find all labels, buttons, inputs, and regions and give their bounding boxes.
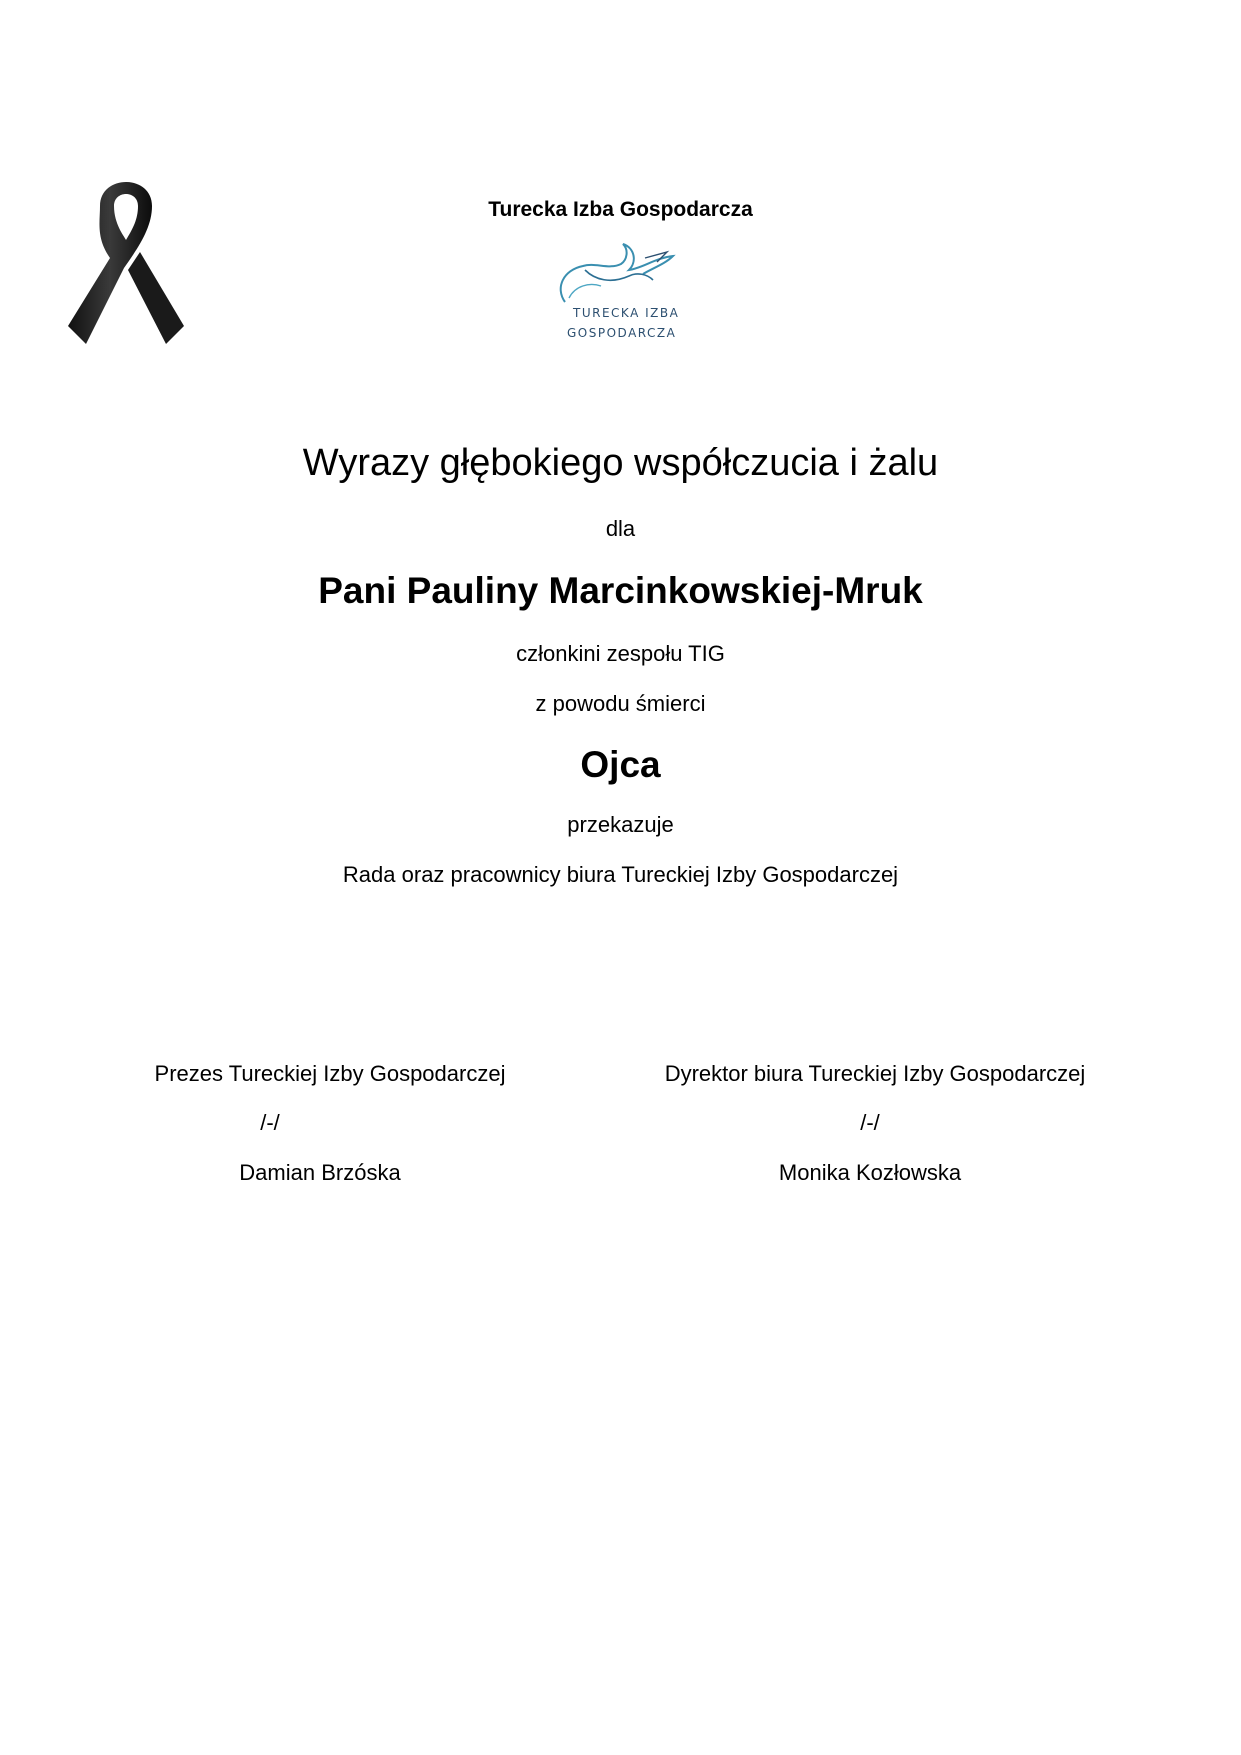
signature-title-director: Dyrektor biura Tureckiej Izby Gospodarczej — [664, 1061, 1086, 1086]
signature-name-president: Damian Brzóska — [239, 1160, 401, 1185]
organization-name: Turecka Izba Gospodarcza — [488, 198, 753, 221]
organization-logo — [545, 240, 695, 348]
reason-text: z powodu śmierci — [535, 691, 706, 716]
recipient-role: członkini zespołu TIG — [516, 641, 725, 666]
signature-name-director: Monika Kozłowska — [778, 1160, 962, 1185]
conveys-text: przekazuje — [567, 812, 674, 837]
for-text: dla — [605, 516, 636, 541]
deceased-relation: Ojca — [580, 744, 661, 785]
mourning-ribbon-icon — [66, 166, 186, 352]
recipient-name: Pani Pauliny Marcinkowskiej-Mruk — [318, 570, 923, 611]
condolence-heading: Wyrazy głębokiego współczucia i żalu — [302, 442, 939, 484]
logo-text-line-1: TURECKA IZBA — [573, 306, 680, 320]
signature-mark-director: /-/ — [860, 1110, 880, 1135]
signature-title-president: Prezes Tureckiej Izby Gospodarczej — [154, 1061, 506, 1086]
logo-text-line-2: GOSPODARCZA — [567, 326, 677, 340]
signature-mark-president: /-/ — [260, 1110, 280, 1135]
sender-text: Rada oraz pracownicy biura Tureckiej Izby Gospodarczej — [342, 862, 899, 887]
bull-logo-icon — [545, 240, 695, 312]
